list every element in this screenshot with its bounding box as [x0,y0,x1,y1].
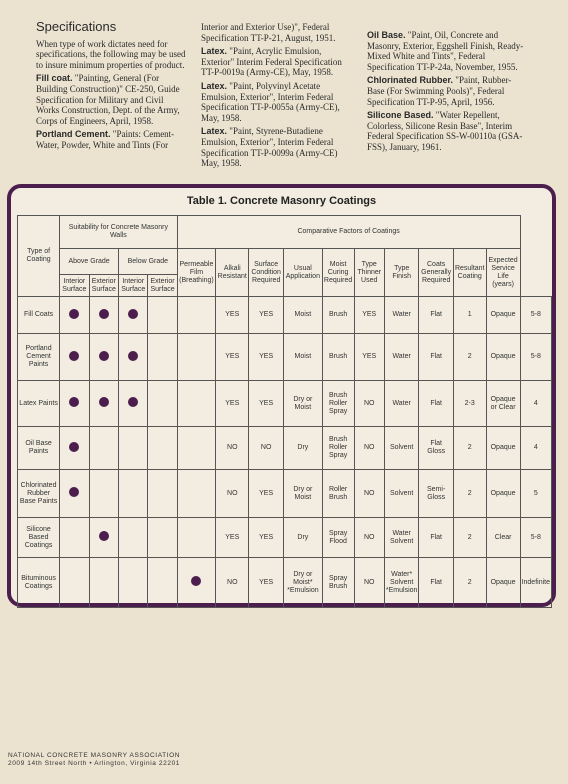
suitability-cell [119,297,148,334]
suitable-dot-icon [69,487,79,497]
factor-cell: Dry [284,427,323,470]
spec-text: "Water Repellent, Colorless, Silicone Resin Base", Interim Federal Specification SS-W-00110a (GSA-FSS), January, 1961. [367,110,523,152]
factor-cell: 2 [453,470,486,518]
factor-cell: Dry [284,518,323,558]
suitability-cell [177,558,216,608]
footer-org: NATIONAL CONCRETE MASONRY ASSOCIATION [8,752,181,759]
suitability-cell [60,558,89,608]
factor-cell: Flat [419,297,453,334]
suitability-cell [119,558,148,608]
factor-cell: YES [249,297,284,334]
factor-cell: NO [354,427,384,470]
factor-cell: Opaque [486,334,520,381]
factor-cell: YES [354,297,384,334]
suitability-cell [148,297,177,334]
factor-cell: Solvent [384,470,419,518]
spec-label: Silicone Based. [367,110,434,121]
factor-cell: 2 [453,427,486,470]
factor-cell: 4 [520,427,551,470]
factor-cell: YES [354,334,384,381]
table-row [18,297,552,334]
coating-type-cell: Chlorinated Rubber Base Paints [18,470,60,518]
spec-text: "Paint, Oil, Concrete and Masonry, Exterior, Eggshell Finish, Ready-Mixed White and Tints", Federal Specification TT-P-24a, November, 1955. [367,30,524,72]
suitability-cell [177,381,216,427]
factor-cell: Flat Gloss [419,427,453,470]
suitability-cell [60,518,89,558]
factor-header: Usual Application [284,249,323,297]
suitability-cell [177,334,216,381]
factor-cell: Water [384,334,419,381]
factor-header: Moist Curing Required [322,249,354,297]
factor-cell: 5 [520,470,551,518]
factor-cell: Water Solvent [384,518,419,558]
spec-text: "Paint, Rubber-Base (For Swimming Pools)", Federal Specification TT-P-95, April, 1956. [367,75,512,107]
suitability-cell [119,381,148,427]
suitability-cell [60,470,89,518]
factor-cell: YES [249,334,284,381]
suitability-cell [60,427,89,470]
specs-column-2 [201,22,353,172]
factor-cell: YES [216,518,249,558]
factor-cell: Brush Roller Spray [322,427,354,470]
spec-label: Latex. [201,80,228,91]
suitable-dot-icon [128,309,138,319]
factor-cell: NO [216,470,249,518]
factor-cell: 1 [453,297,486,334]
factor-cell: Solvent [384,427,419,470]
factor-cell: Flat [419,381,453,427]
suitable-dot-icon [99,309,109,319]
factor-cell: Brush [322,334,354,381]
factor-cell: 5-8 [520,518,551,558]
suitability-cell [177,518,216,558]
suitable-dot-icon [128,397,138,407]
suitability-cell [177,470,216,518]
comparative-factors-header: Comparative Factors of Coatings [177,216,520,249]
factor-cell: NO [216,558,249,608]
suitability-cell [148,518,177,558]
coating-type-cell: Fill Coats [18,297,60,334]
factor-cell: Spray Flood [322,518,354,558]
table-row [18,558,552,608]
suitable-dot-icon [99,397,109,407]
spec-portland-cont: Interior and Exterior Use)", Federal Specification TT-P-21, August, 1951. [201,22,336,43]
factor-header: Permeable Film (Breathing) [177,249,216,297]
specs-column-3 [367,30,527,156]
suitable-dot-icon [191,576,201,586]
spec-text: "Paint, Polyvinyl Acetate Emulsion, Exterior", Interim Federal Specification TT-P-0055a (Army-CE), May, 1958. [201,80,340,123]
coating-type-cell: Oil Base Paints [18,427,60,470]
table-title: Table 1. Concrete Masonry Coatings [186,195,377,207]
spec-text: "Paints: Cement-Water, Powder, White and Tints (For [36,129,175,150]
suitability-header: Suitability for Concrete Masonry Walls [60,216,178,249]
factor-cell: NO [354,518,384,558]
footer [8,752,180,768]
factor-cell: Brush [322,297,354,334]
factor-cell: YES [216,334,249,381]
factor-cell: Water* Solvent *Emulsion [384,558,419,608]
suitability-cell [148,427,177,470]
factor-cell: Clear [486,518,520,558]
factor-header: Alkali Resistant [216,249,249,297]
spec-label: Chlorinated Rubber. [367,75,454,86]
factor-cell: Brush Roller Spray [322,381,354,427]
suitable-dot-icon [69,397,79,407]
factor-cell: 4 [520,381,551,427]
spec-text: "Paint, Acrylic Emulsion, Exterior" Interim Federal Specification TT-P-0019a (Army-CE), May, 1958. [201,46,342,78]
factor-cell: Spray Brush [322,558,354,608]
spec-label: Oil Base. [367,30,406,40]
suitability-cell [177,297,216,334]
suitability-cell [89,297,118,334]
suitability-cell [89,558,118,608]
factor-cell: Roller Brush [322,470,354,518]
table-row [18,334,552,381]
coating-type-cell: Silicone Based Coatings [18,518,60,558]
below-grade-header: Below Grade [119,249,178,275]
factor-cell: YES [249,470,284,518]
table-row [18,427,552,470]
factor-cell: 2 [453,558,486,608]
spec-fill-coat [36,73,186,126]
factor-cell: Indefinite [520,558,551,608]
factor-cell: 5-8 [520,297,551,334]
suitable-dot-icon [69,351,79,361]
factor-cell: Semi-Gloss [419,470,453,518]
suitability-cell [89,470,118,518]
spec-latex-1 [201,46,353,78]
factor-header: Surface Condition Required [249,249,284,297]
factor-cell: Opaque [486,470,520,518]
spec-label: Fill coat. [36,73,73,84]
type-of-coating-header: Type of Coating [18,216,60,297]
spec-silicone [367,110,527,152]
suitable-dot-icon [69,309,79,319]
factor-cell: Flat [419,334,453,381]
interior-header: Interior Surface [119,275,148,297]
factor-cell: Moist [284,334,323,381]
factor-cell: YES [216,381,249,427]
factor-cell: YES [249,381,284,427]
suitability-cell [60,381,89,427]
factor-cell: Dry or Moist [284,470,323,518]
specs-intro: When type of work dictates need for specifications, the following may be used to insure minimum properties of product. [36,38,186,70]
suitable-dot-icon [128,351,138,361]
table-row [18,470,552,518]
factor-cell: 2-3 [453,381,486,427]
suitable-dot-icon [69,442,79,452]
table-frame [7,184,556,607]
table-row [18,381,552,427]
factor-header: Resultant Coating [453,249,486,297]
suitable-dot-icon [99,531,109,541]
suitability-cell [148,558,177,608]
exterior-header: Exterior Surface [148,275,177,297]
factor-cell: NO [216,427,249,470]
spec-label: Latex. [201,126,228,137]
suitability-cell [148,334,177,381]
factor-cell: Opaque [486,297,520,334]
specs-column-1 [36,19,186,154]
factor-header: Type Finish [384,249,419,297]
spec-oil-base [367,30,527,72]
interior-header: Interior Surface [60,275,89,297]
factor-cell: 2 [453,334,486,381]
factor-cell: Water [384,381,419,427]
factor-cell: Dry or Moist [284,381,323,427]
suitability-cell [119,427,148,470]
factor-header: Expected Service Life (years) [486,249,520,297]
spec-chlorinated-rubber [367,75,527,107]
factor-cell: Flat [419,518,453,558]
specs-heading: Specifications [36,19,117,34]
factor-cell: NO [354,381,384,427]
factor-cell: Moist [284,297,323,334]
suitability-cell [89,381,118,427]
spec-latex-3 [201,126,353,168]
suitability-cell [89,518,118,558]
factor-cell: 5-8 [520,334,551,381]
factor-cell: YES [249,518,284,558]
suitable-dot-icon [99,351,109,361]
factor-cell: Dry or Moist* *Emulsion [284,558,323,608]
factor-cell: Opaque [486,427,520,470]
exterior-header: Exterior Surface [89,275,118,297]
coatings-table [17,215,552,608]
factor-cell: Water [384,297,419,334]
coating-type-cell: Portland Cement Paints [18,334,60,381]
suitability-cell [89,427,118,470]
factor-cell: NO [354,558,384,608]
spec-text: "Paint, Styrene-Butadiene Emulsion, Exterior", Interim Federal Specification TT-P-0099a (Army-CE) May, 1958. [201,126,338,169]
spec-text: "Painting, General (For Building Construction)" CE-250, Guide Specification for Military and Civil Works Construction, Dept. of the Army, Corps of Engineers, April, 1958. [36,73,180,126]
footer-address: 2009 14th Street North • Arlington, Virginia 22201 [8,760,180,767]
table-body [18,297,552,608]
factor-header: Coats Generally Required [419,249,453,297]
coating-type-cell: Bituminous Coatings [18,558,60,608]
suitability-cell [119,518,148,558]
spec-latex-2 [201,81,353,123]
above-grade-header: Above Grade [60,249,119,275]
factor-cell: YES [249,558,284,608]
factor-cell: Flat [419,558,453,608]
spec-label: Latex. [201,46,228,57]
coating-type-cell: Latex Paints [18,381,60,427]
table-row [18,518,552,558]
spec-label: Portland Cement. [36,129,111,140]
suitability-cell [119,334,148,381]
factor-header: Type Thinner Used [354,249,384,297]
suitability-cell [119,470,148,518]
suitability-cell [89,334,118,381]
factor-cell: Opaque [486,558,520,608]
factor-cell: 2 [453,518,486,558]
suitability-cell [148,381,177,427]
suitability-cell [177,427,216,470]
factor-cell: YES [216,297,249,334]
suitability-cell [148,470,177,518]
factor-cell: NO [354,470,384,518]
spec-portland [36,129,186,150]
suitability-cell [60,297,89,334]
factor-cell: NO [249,427,284,470]
suitability-cell [60,334,89,381]
factor-cell: Opaque or Clear [486,381,520,427]
